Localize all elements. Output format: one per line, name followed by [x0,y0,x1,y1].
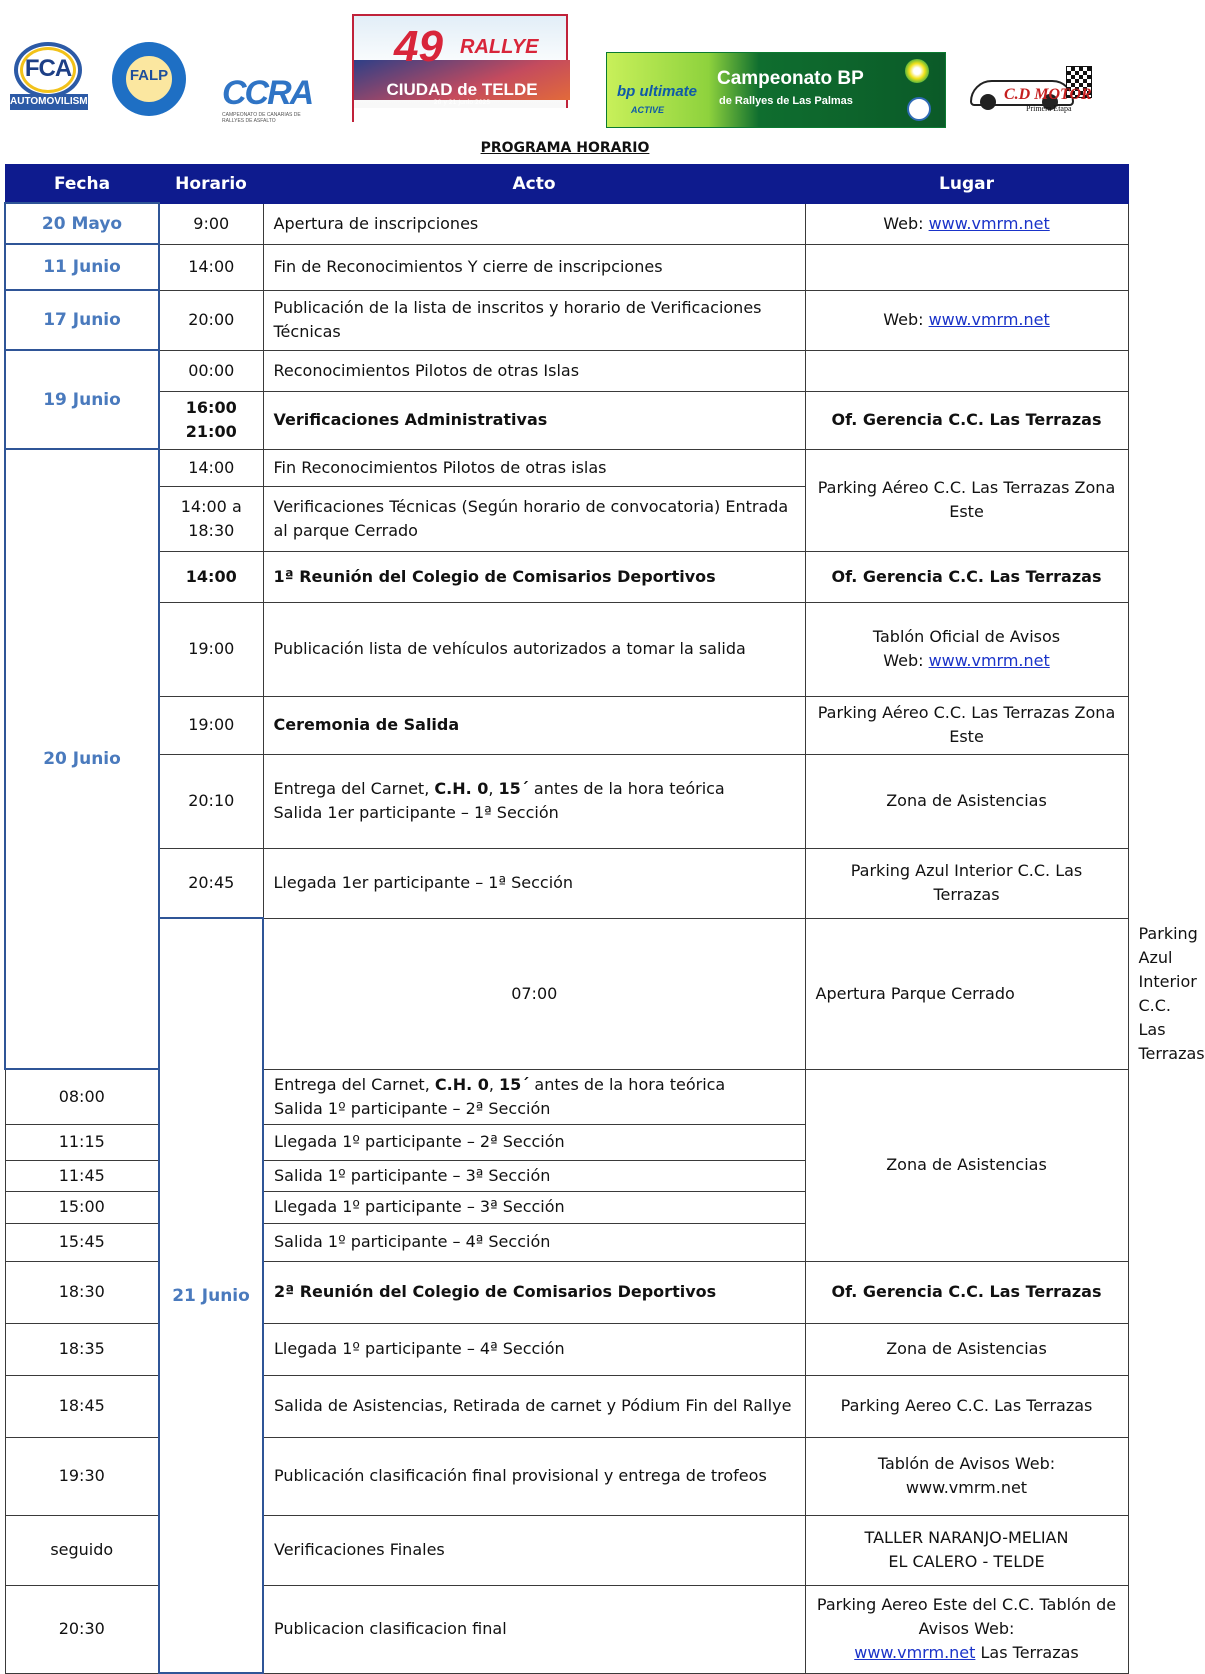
time-cell: 14:00 a 18:30 [159,486,263,551]
acto-cell: Llegada 1er participante – 1ª Sección [263,848,805,918]
lugar-cell: Tablón de Avisos Web: www.vmrm.net [805,1437,1128,1515]
web-prefix: Web: [883,213,929,233]
rallye-logo [352,14,568,122]
table-row [5,449,1128,486]
lugar-cell: Parking Aéreo C.C. Las Terrazas Zona Este [805,449,1128,551]
page-title: PROGRAMA HORARIO [480,140,650,156]
lugar-cell: Parking Aereo Este del C.C. Tablón de Avisos Web: www.vmrm.net Las Terrazas [805,1585,1128,1673]
table-row [5,290,1128,350]
lugar-cell [805,203,1128,244]
lugar-cell: Zona de Asistencias [805,1069,1128,1261]
lugar-cell: Tablón Oficial de Avisos Web: www.vmrm.net [805,602,1128,696]
lugar-cell [805,290,1128,350]
header-fecha: Fecha [5,165,159,204]
web-link[interactable]: www.vmrm.net [928,651,1050,670]
table-row [5,203,1128,244]
lugar-cell: Zona de Asistencias [805,754,1128,848]
lugar-cell: Parking Aereo C.C. Las Terrazas [805,1375,1128,1437]
bp-championship-banner [606,52,946,128]
table-row [5,244,1128,290]
table-row [5,602,1128,696]
bp-title: Campeonato BP [717,68,864,89]
acto-cell: Llegada 1º participante – 2ª Sección [263,1124,805,1160]
acto-cell: Publicación lista de vehículos autorizados a tomar la salida [263,602,805,696]
cd-motor-text: C.D MOTOR [1004,86,1092,103]
date-cell: 21 Junio [159,918,263,1673]
web-prefix: Web: [883,310,929,329]
acto-cell: Apertura Parque Cerrado [805,918,1128,1069]
rallye-dates: 20 y 21 Junio 2025 [433,99,491,106]
ccra-logo-text: CCRA [222,74,313,112]
rallye-city: CIUDAD de TELDE [386,80,538,99]
time-cell: 18:45 [5,1375,159,1437]
cd-motor-sub: Primera Etapa [1026,104,1072,113]
date-cell: 20 Junio [5,449,159,1069]
acto-cell: Entrega del Carnet, C.H. 0, 15´ antes de la hora teórica Salida 1er participante – 1ª Sección [263,754,805,848]
lugar-cell [805,350,1128,391]
rallye-word: RALLYE [460,36,539,58]
cd-motor-logo [970,66,1098,118]
lugar-cell: Of. Gerencia C.C. Las Terrazas [805,391,1128,449]
lugar-cell: Of. Gerencia C.C. Las Terrazas [805,551,1128,602]
lugar-cell: TALLER NARANJO-MELIAN EL CALERO - TELDE [805,1515,1128,1585]
rallye-number: 49 [394,22,443,71]
acto-cell: Publicación clasificación final provisional y entrega de trofeos [263,1437,805,1515]
time-cell: 14:00 [159,244,263,290]
table-row [5,754,1128,848]
logo-header [0,0,1130,140]
acto-cell: Salida 1º participante – 4ª Sección [263,1223,805,1261]
time-cell: 16:00 21:00 [159,391,263,449]
time-cell: seguido [5,1515,159,1585]
time-cell: 00:00 [159,350,263,391]
bp-helios-icon [905,59,929,83]
table-row [5,391,1128,449]
time-cell: 20:30 [5,1585,159,1673]
schedule-table [4,164,1205,1674]
time-cell: 18:30 [5,1261,159,1323]
acto-cell: Llegada 1º participante – 4ª Sección [263,1323,805,1375]
acto-cell: Ceremonia de Salida [263,696,805,754]
web-link[interactable]: www.vmrm.net [928,213,1050,233]
table-header-row [5,165,1128,204]
web-prefix: Web: [883,651,929,670]
acto-cell: 1ª Reunión del Colegio de Comisarios Deportivos [263,551,805,602]
acto-cell: 2ª Reunión del Colegio de Comisarios Deportivos [263,1261,805,1323]
lugar-cell: Zona de Asistencias [805,1323,1128,1375]
time-cell: 9:00 [159,203,263,244]
time-cell: 18:35 [5,1323,159,1375]
acto-cell: Verificaciones Finales [263,1515,805,1585]
lugar-cell [805,244,1128,290]
time-cell: 19:00 [159,602,263,696]
table-row: 21 Junio 07:00 Apertura Parque Cerrado Parking Azul Interior C.C. Las Terrazas [5,918,1128,1069]
falp-logo [112,42,186,116]
acto-cell: Verificaciones Administrativas [263,391,805,449]
acto-cell: Verificaciones Técnicas (Según horario de convocatoria) Entrada al parque Cerrado [263,486,805,551]
fca-logo-text: FCA [24,55,72,82]
ccra-logo-sub: CAMPEONATO DE CANARIAS DE RALLYES DE ASFALTO [222,112,301,124]
date-cell: 17 Junio [5,290,159,350]
bp-ultimate-text: bp ultimate [617,83,698,100]
lugar-cell: Of. Gerencia C.C. Las Terrazas [805,1261,1128,1323]
acto-cell: Reconocimientos Pilotos de otras Islas [263,350,805,391]
header-lugar: Lugar [805,165,1128,204]
web-link[interactable]: www.vmrm.net [854,1643,976,1662]
header-horario: Horario [159,165,263,204]
fca-logo-band: AUTOMOVILISMO [10,94,88,110]
header-acto: Acto [263,165,805,204]
bp-active-text: ACTIVE [631,105,665,115]
time-cell: 07:00 [263,918,805,1069]
time-cell: 15:45 [5,1223,159,1261]
acto-cell: Fin de Reconocimientos Y cierre de inscripciones [263,244,805,290]
table-row [5,848,1128,918]
table-row [5,696,1128,754]
time-cell: 19:30 [5,1437,159,1515]
time-cell: 20:10 [159,754,263,848]
time-cell: 19:00 [159,696,263,754]
fca-logo [10,42,96,114]
acto-cell: Salida 1º participante – 3ª Sección [263,1160,805,1191]
acto-cell: Publicación de la lista de inscritos y horario de Verificaciones Técnicas [263,290,805,350]
falp-logo-text: FALP [129,67,169,84]
lugar-cell: Parking Aéreo C.C. Las Terrazas Zona Este [805,696,1128,754]
time-cell: 08:00 [5,1069,159,1124]
date-cell: 20 Mayo [5,203,159,244]
table-row [5,350,1128,391]
acto-cell: Fin Reconocimientos Pilotos de otras islas [263,449,805,486]
acto-cell: Salida de Asistencias, Retirada de carnet y Pódium Fin del Rallye [263,1375,805,1437]
acto-cell: Entrega del Carnet, C.H. 0, 15´ antes de la hora teórica Salida 1º participante – 2ª Sección [263,1069,805,1124]
acto-cell: Llegada 1º participante – 3ª Sección [263,1191,805,1223]
acto-cell: Publicacion clasificacion final [263,1585,805,1673]
time-cell: 14:00 [159,551,263,602]
date-cell: 19 Junio [5,350,159,449]
lugar-cell: Parking Azul Interior C.C. Las Terrazas [805,848,1128,918]
acto-cell: Apertura de inscripciones [263,203,805,244]
falp-seal-icon [907,97,931,121]
time-cell: 20:45 [159,848,263,918]
ccra-logo [222,74,314,122]
date-cell: 11 Junio [5,244,159,290]
table-row [5,551,1128,602]
time-cell: 20:00 [159,290,263,350]
time-cell: 14:00 [159,449,263,486]
time-cell: 11:15 [5,1124,159,1160]
time-cell: 15:00 [5,1191,159,1223]
bp-subtitle: de Rallyes de Las Palmas [719,95,853,107]
web-link[interactable]: www.vmrm.net [928,310,1050,329]
time-cell: 11:45 [5,1160,159,1191]
